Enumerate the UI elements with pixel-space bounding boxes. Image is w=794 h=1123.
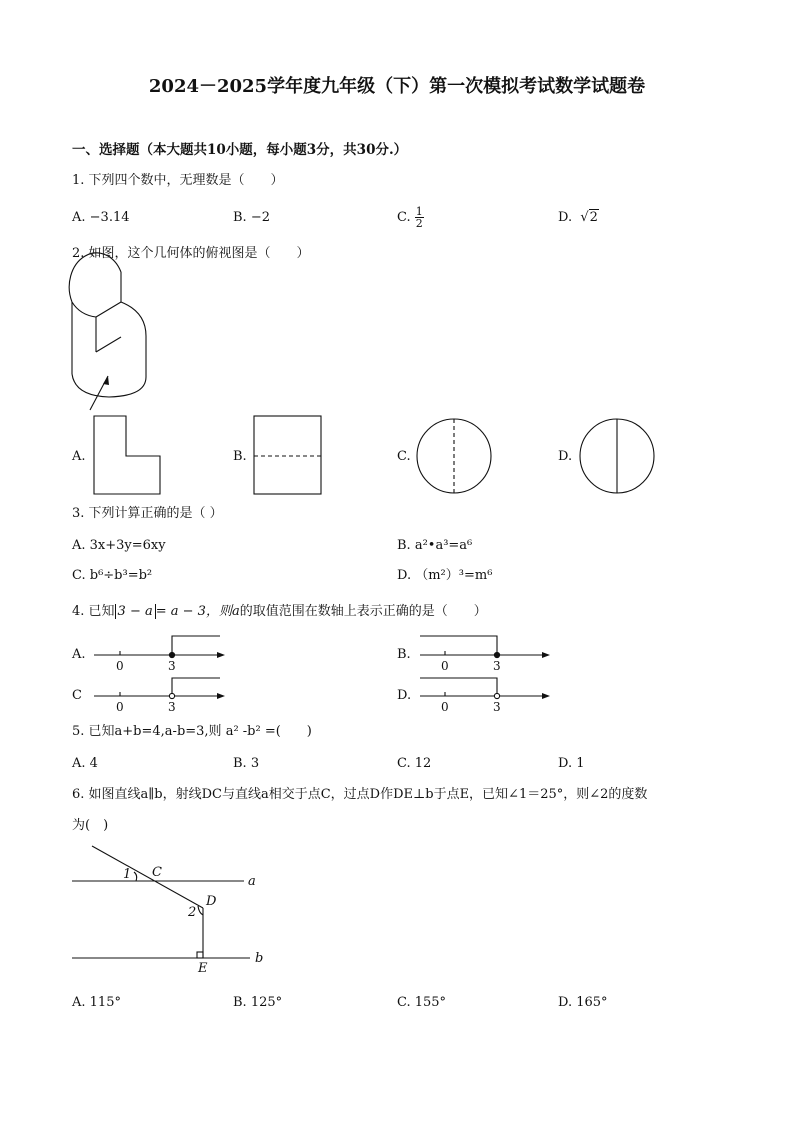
ray-dc — [92, 846, 203, 908]
exam-title: 2024－2025学年度九年级（下）第一次模拟考试数学试题卷 — [148, 76, 646, 97]
tick-label-3: 3 — [493, 700, 501, 714]
q4-option-a: A. — [72, 647, 86, 662]
q2-option-d: D. — [558, 449, 573, 464]
q6-stem-continued: 为( ) — [72, 818, 109, 833]
line-b-label: b — [255, 951, 264, 966]
q5-option-c: C. 12 — [397, 756, 432, 771]
fraction-denominator: 2 — [415, 217, 423, 230]
q6-option-d: D. 165° — [558, 995, 608, 1010]
q1-option-a: A. −3.14 — [72, 210, 130, 225]
q4-option-c: C — [72, 688, 82, 703]
tick-label-0: 0 — [441, 700, 449, 714]
q4-option-b: B. — [397, 647, 411, 662]
q1-option-d-label: D. — [558, 210, 573, 225]
q6-option-b: B. 125° — [233, 995, 283, 1010]
q4-stem-var: a — [231, 604, 240, 619]
tick-label-0: 0 — [441, 659, 449, 673]
absolute-value: 3 − a — [115, 604, 156, 619]
q4-stem-pre: 4. 已知 — [72, 604, 115, 619]
tick-label-0: 0 — [116, 659, 124, 673]
q4-stem-post: 的取值范围在数轴上表示正确的是（ ） — [239, 604, 487, 619]
sqrt-icon: √ — [576, 210, 589, 225]
q1-option-b: B. −2 — [233, 210, 270, 225]
q2-stem: 2. 如图，这个几何体的俯视图是（ ） — [72, 246, 310, 261]
q5-option-d: D. 1 — [558, 756, 585, 771]
q6-stem: 6. 如图直线a∥b，射线DC与直线a相交于点C，过点D作DE⊥b于点E，已知∠1＝25°，则∠2的度数 — [72, 787, 648, 802]
q2-option-a: A. — [72, 449, 86, 464]
q1-stem: 1. 下列四个数中，无理数是（ ） — [72, 173, 284, 188]
tick-label-3: 3 — [493, 659, 501, 673]
point-d-label: D — [206, 894, 217, 909]
sqrt-radicand: 2 — [589, 210, 598, 225]
tick-label-0: 0 — [116, 700, 124, 714]
line-a-label: a — [248, 874, 256, 889]
right-angle-icon — [197, 952, 203, 958]
q5-option-a: A. 4 — [72, 756, 98, 771]
q3-option-a: A. 3x+3y=6xy — [72, 538, 166, 553]
tick-label-3: 3 — [168, 659, 176, 673]
q6-option-c: C. 155° — [397, 995, 447, 1010]
section-heading: 一、选择题（本大题共10小题，每小题3分，共30分.） — [72, 142, 408, 158]
tick-label-3: 3 — [168, 700, 176, 714]
point-e-label: E — [198, 961, 208, 976]
q2-option-c: C. — [397, 449, 411, 464]
angle-1-label: 1 — [123, 867, 132, 882]
q5-stem: 5. 已知a+b=4,a-b=3,则 a² -b² =( ) — [72, 724, 312, 739]
q4-stem-mid: = a − 3，则 — [155, 604, 232, 619]
q3-option-d: D. （m²）³=m⁶ — [397, 568, 493, 583]
point-c-label: C — [152, 865, 162, 880]
q4-option-d: D. — [397, 688, 412, 703]
q3-stem: 3. 下列计算正确的是（ ） — [72, 506, 223, 521]
angle-1-arc — [134, 872, 137, 881]
q2-option-b: B. — [233, 449, 247, 464]
angle-2-label: 2 — [188, 905, 197, 920]
q1-option-c-label: C. — [397, 210, 411, 225]
q6-option-a: A. 115° — [72, 995, 121, 1010]
fraction-numerator: 1 — [415, 205, 423, 218]
q5-option-b: B. 3 — [233, 756, 260, 771]
q3-option-b: B. a²•a³=a⁶ — [397, 538, 473, 553]
q3-option-c: C. b⁶÷b³=b² — [72, 568, 153, 583]
